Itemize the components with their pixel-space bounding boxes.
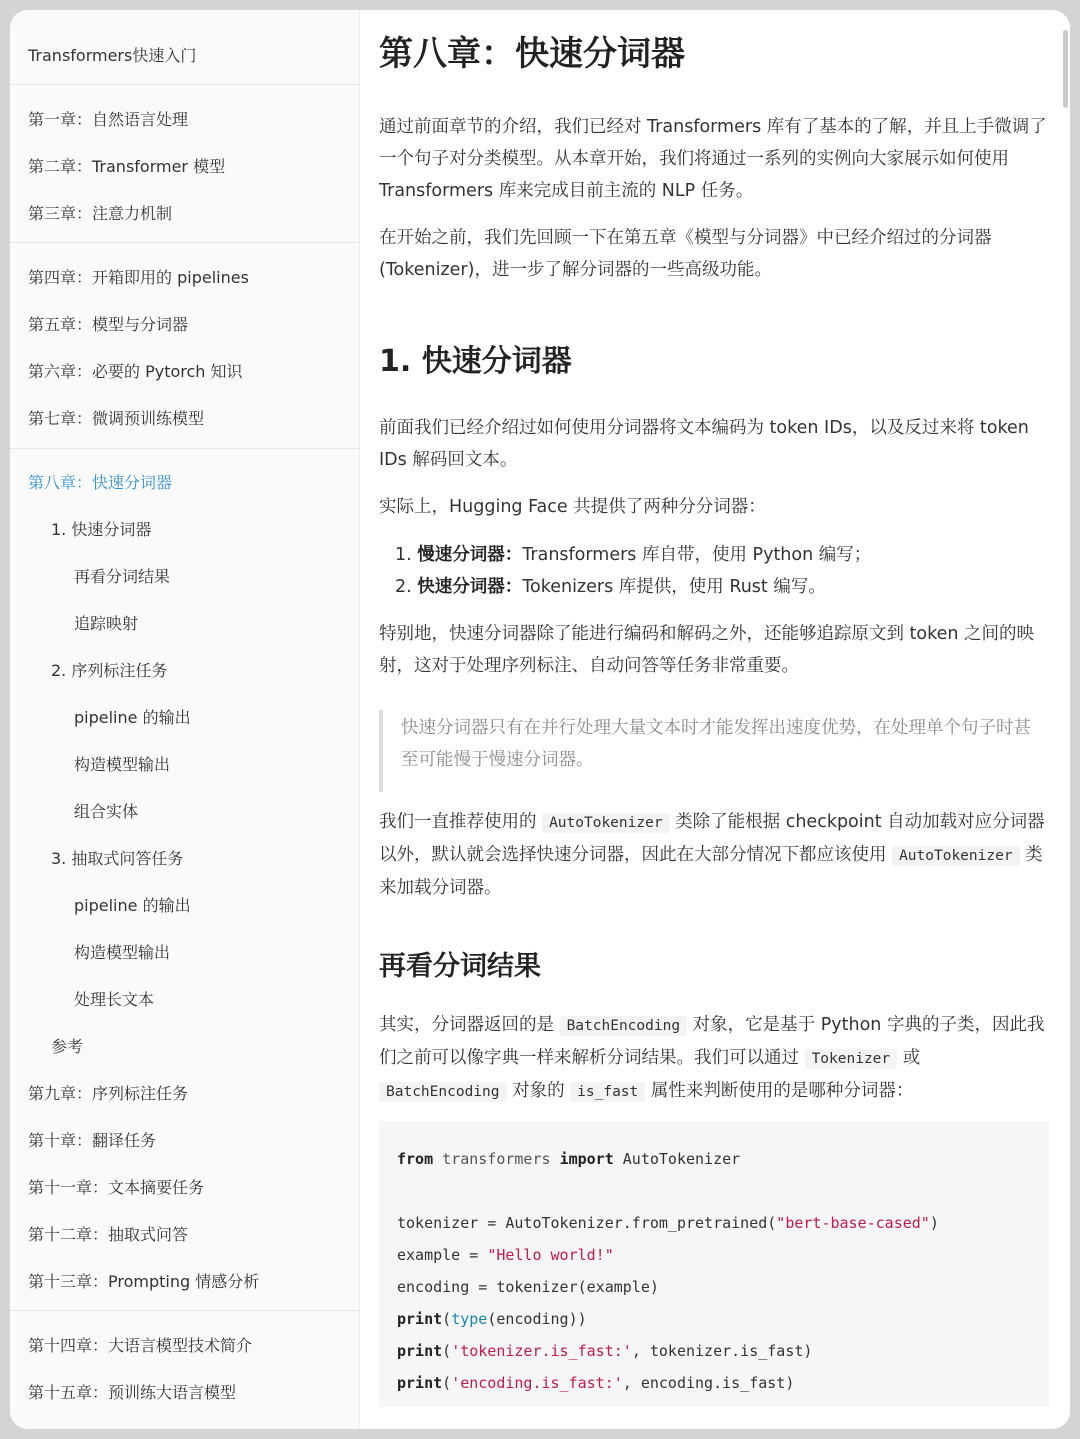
code-text: ( [442, 1374, 452, 1392]
code-text: ( [442, 1310, 452, 1328]
sidebar-item-combine-entities[interactable]: 组合实体 [74, 802, 139, 821]
list-item [395, 539, 1045, 571]
blockquote-text: 快速分词器只有在并行处理大量文本时才能发挥出速度优势，在处理单个句子时甚至可能慢于慢速分词器。 [401, 718, 1031, 770]
main-content [379, 10, 1049, 1429]
code-text: ( [442, 1342, 452, 1360]
section1-paragraph-3: 特别地，快速分词器除了能进行编码和解码之外，还能够追踪原文到 token 之间的映射，这对于处理序列标注、自动问答等任务非常重要。 [379, 624, 1035, 676]
sidebar-item-pipeline-output-qa[interactable]: pipeline 的输出 [74, 896, 191, 915]
sidebar-item-chapter-5[interactable]: 第五章：模型与分词器 [28, 315, 189, 334]
inline-code: is_fast [570, 1082, 645, 1102]
intro-paragraph-2: 在开始之前，我们先回顾一下在第五章《模型与分词器》中已经介绍过的分词器(Tokenizer)，进一步了解分词器的一些高级功能。 [379, 228, 992, 280]
vertical-scrollbar-thumb[interactable] [1063, 30, 1068, 108]
code-text: AutoTokenizer [613, 1150, 741, 1168]
sidebar-book-title[interactable]: Transformers快速入门 [28, 46, 197, 65]
sidebar-divider [10, 1310, 360, 1311]
inline-code: BatchEncoding [379, 1082, 507, 1102]
sidebar-item-chapter-6[interactable]: 第六章：必要的 Pytorch 知识 [28, 362, 243, 381]
list-item-bold: 快速分词器： [417, 577, 523, 597]
page-title: 第八章：快速分词器 [379, 34, 685, 74]
text-run: 或 [902, 1048, 921, 1068]
list-number: 1. [395, 545, 412, 565]
sidebar-item-chapter-4[interactable]: 第四章：开箱即用的 pipelines [28, 268, 249, 287]
sidebar-divider [10, 448, 360, 449]
sidebar-item-section-fast-tokenizer[interactable]: 1. 快速分词器 [51, 520, 152, 539]
code-keyword: print [397, 1342, 443, 1360]
code-line [397, 1303, 1031, 1335]
section1-paragraph-1: 前面我们已经介绍过如何使用分词器将文本编码为 token IDs，以及反过来将 token IDs 解码回文本。 [379, 418, 1029, 470]
code-string: 'encoding.is_fast:' [451, 1374, 623, 1392]
sidebar-item-chapter-11[interactable]: 第十一章：文本摘要任务 [28, 1178, 205, 1197]
code-text: ) [929, 1214, 939, 1232]
sidebar-item-chapter-9[interactable]: 第九章：序列标注任务 [28, 1084, 189, 1103]
list-item-text: Tokenizers 库提供，使用 Rust 编写。 [522, 577, 826, 597]
sidebar-item-chapter-3[interactable]: 第三章：注意力机制 [28, 204, 173, 223]
list-item-bold: 慢速分词器： [417, 545, 523, 565]
code-string: 'tokenizer.is_fast:' [451, 1342, 632, 1360]
list-item [395, 571, 1045, 603]
text-run: 类来加载分词器。 [379, 845, 1043, 898]
code-keyword: import [559, 1150, 614, 1168]
sidebar-item-chapter-13[interactable]: 第十三章：Prompting 情感分析 [28, 1272, 260, 1291]
sidebar-item-chapter-1[interactable]: 第一章：自然语言处理 [28, 110, 189, 129]
code-module: transformers [433, 1150, 560, 1168]
code-text: tokenizer = AutoTokenizer.from_pretrained( [397, 1214, 777, 1232]
tokenizer-types-list [395, 539, 1045, 603]
inline-code: AutoTokenizer [892, 846, 1020, 866]
code-text: , tokenizer.is_fast) [631, 1342, 813, 1360]
sidebar-item-chapter-14[interactable]: 第十四章：大语言模型技术简介 [28, 1336, 253, 1355]
text-run: 其实，分词器返回的是 [379, 1015, 554, 1035]
inline-code: AutoTokenizer [542, 813, 670, 833]
text-run: 类除了能根据 checkpoint 自动加载对应分词器以外，默认就会选择快速分词器，因此在大部分情况下都应该使用 [379, 812, 1045, 865]
code-line-blank [397, 1175, 1031, 1207]
code-string: "bert-base-cased" [776, 1214, 930, 1232]
sidebar-item-chapter-12[interactable]: 第十二章：抽取式问答 [28, 1225, 189, 1244]
sidebar-divider [10, 242, 360, 243]
sidebar-item-chapter-2[interactable]: 第二章：Transformer 模型 [28, 157, 226, 176]
code-line [397, 1143, 1031, 1175]
list-item-text: Transformers 库自带，使用 Python 编写； [522, 545, 872, 565]
code-line [397, 1367, 1031, 1399]
section2-paragraph-1 [379, 1009, 1049, 1108]
text-run: 我们一直推荐使用的 [379, 812, 537, 832]
section1-paragraph-2: 实际上，Hugging Face 共提供了两种分分词器： [379, 497, 766, 517]
sidebar [10, 10, 360, 1429]
code-builtin: type [451, 1310, 488, 1328]
code-text: (encoding)) [487, 1310, 587, 1328]
text-run: 对象的 [512, 1081, 565, 1101]
sidebar-item-chapter-15[interactable]: 第十五章：预训练大语言模型 [28, 1383, 237, 1402]
section-heading-fast-tokenizer: 1. 快速分词器 [379, 344, 572, 379]
code-text: , encoding.is_fast) [622, 1374, 795, 1392]
code-line [397, 1335, 1031, 1367]
sidebar-item-references[interactable]: 参考 [51, 1037, 84, 1056]
code-block[interactable] [379, 1121, 1049, 1407]
code-line [397, 1207, 1031, 1239]
code-text: example = [397, 1246, 488, 1264]
intro-paragraph-1: 通过前面章节的介绍，我们已经对 Transformers 库有了基本的了解，并且上手微调了一个句子对分类模型。从本章开始，我们将通过一系列的实例向大家展示如何使用 Transformers 库来完成目前主流的 NLP 任务。 [379, 117, 1047, 201]
code-line [397, 1271, 1031, 1303]
sidebar-item-pipeline-output[interactable]: pipeline 的输出 [74, 708, 191, 727]
code-keyword: print [397, 1310, 443, 1328]
list-number: 2. [395, 577, 412, 597]
code-string: "Hello world!" [487, 1246, 614, 1264]
sidebar-item-revisit-results[interactable]: 再看分词结果 [74, 567, 171, 586]
sidebar-item-model-output-qa[interactable]: 构造模型输出 [74, 943, 171, 962]
section1-paragraph-4 [379, 806, 1049, 904]
sidebar-item-chapter-8-active[interactable]: 第八章：快速分词器 [28, 473, 173, 492]
sidebar-item-model-output[interactable]: 构造模型输出 [74, 755, 171, 774]
inline-code: BatchEncoding [560, 1016, 688, 1036]
browser-window [10, 10, 1070, 1429]
sidebar-item-tracking-mapping[interactable]: 追踪映射 [74, 614, 139, 633]
code-text: encoding = tokenizer(example) [397, 1278, 659, 1296]
code-keyword: from [397, 1150, 434, 1168]
inline-code: Tokenizer [805, 1049, 898, 1069]
section-heading-revisit-results: 再看分词结果 [379, 951, 541, 982]
note-blockquote [379, 710, 1049, 792]
sidebar-item-chapter-7[interactable]: 第七章：微调预训练模型 [28, 409, 205, 428]
text-run: 对象，它是基于 Python 字典的子类，因此我们之前可以像字典一样来解析分词结果。我们可以通过 [379, 1015, 1045, 1068]
sidebar-item-section-extractive-qa[interactable]: 3. 抽取式问答任务 [51, 849, 184, 868]
sidebar-item-chapter-10[interactable]: 第十章：翻译任务 [28, 1131, 157, 1150]
code-line [397, 1239, 1031, 1271]
text-run: 属性来判断使用的是哪种分词器： [650, 1081, 914, 1101]
sidebar-item-long-text[interactable]: 处理长文本 [74, 990, 155, 1009]
code-keyword: print [397, 1374, 443, 1392]
sidebar-divider [10, 84, 360, 85]
sidebar-item-section-sequence-labeling[interactable]: 2. 序列标注任务 [51, 661, 168, 680]
